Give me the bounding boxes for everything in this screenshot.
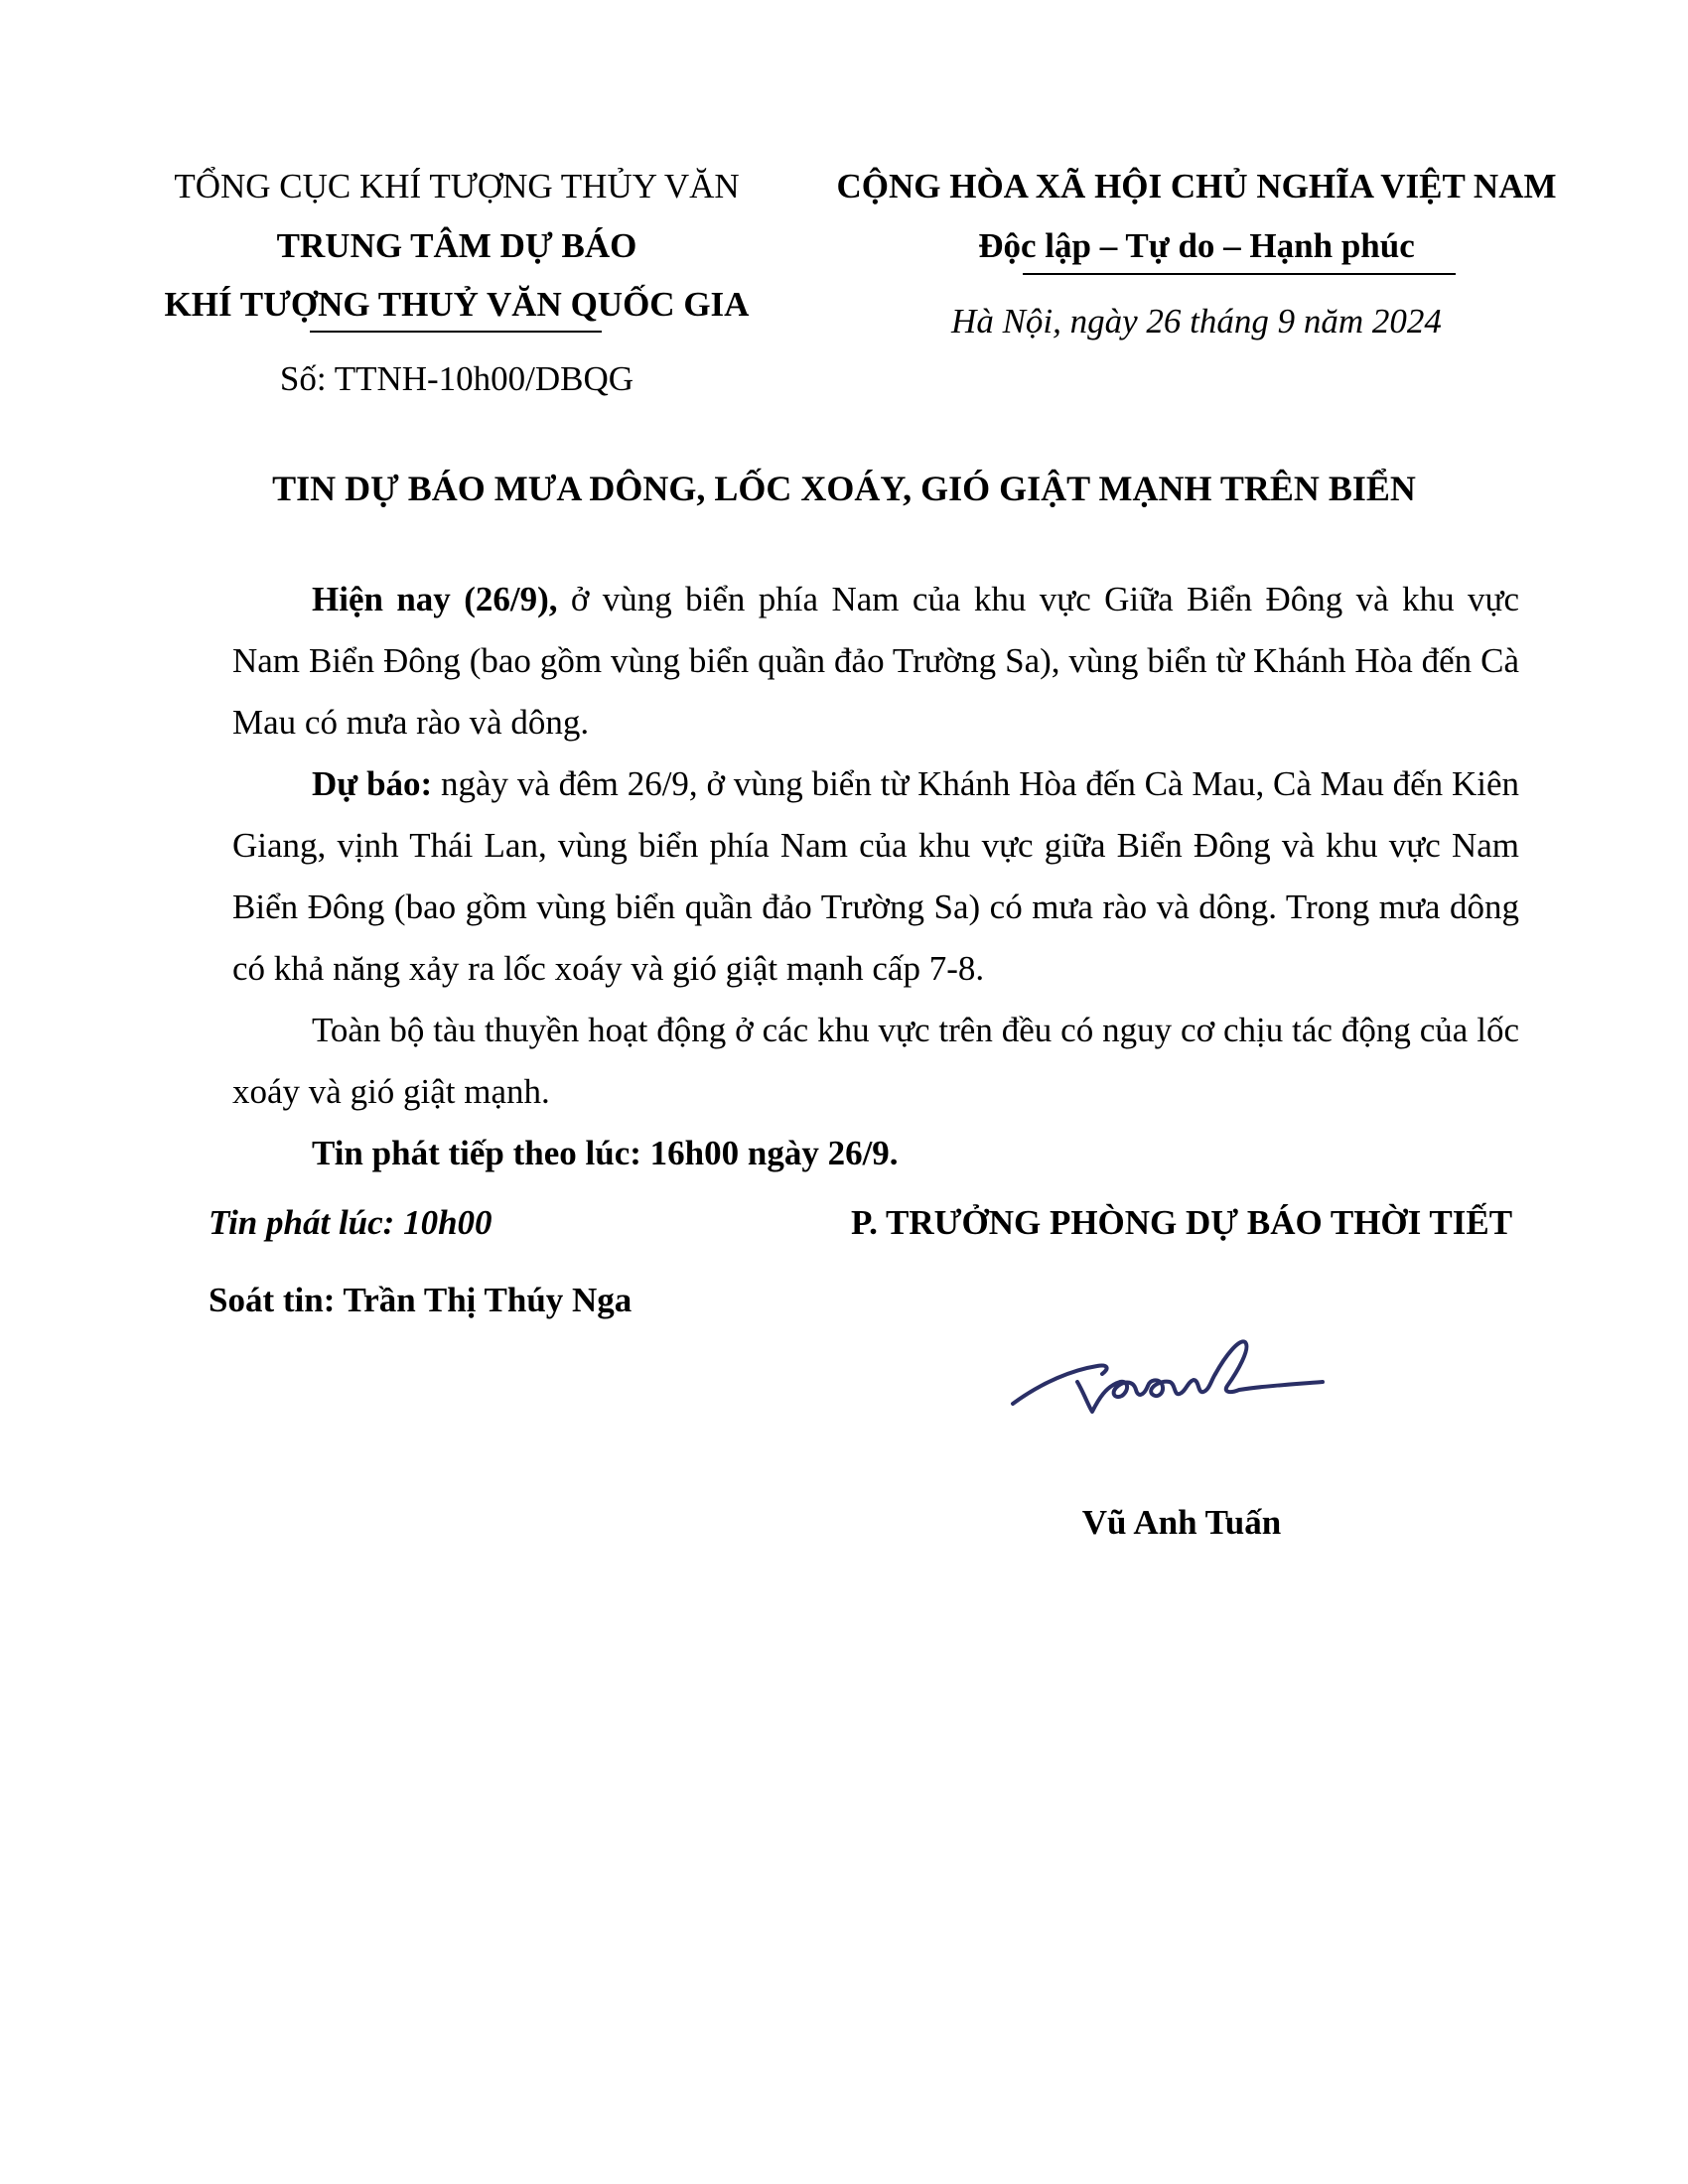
signer-title: P. TRƯỞNG PHÒNG DỰ BÁO THỜI TIẾT — [850, 1203, 1513, 1242]
paragraph-forecast-text: ngày và đêm 26/9, ở vùng biển từ Khánh Hòa đến Cà Mau, Cà Mau đến Kiên Giang, vịnh Thái Lan, vùng biển phía Nam của khu vực giữa Biển Đông và khu vực Nam Biển Đông (bao gồm vùng biển quần đảo Trường Sa) có mưa rào và dông. Trong mưa dông có khả năng xảy ra lốc xoáy và gió giật mạnh cấp 7-8. — [232, 764, 1519, 988]
bulletin-title: TIN DỰ BÁO MƯA DÔNG, LỐC XOÁY, GIÓ GIẬT MẠNH TRÊN BIỂN — [272, 469, 1416, 508]
paragraph-forecast — [232, 753, 1519, 1000]
paragraph-forecast-lead: Dự báo: — [312, 764, 433, 803]
national-motto: Độc lập – Tự do – Hạnh phúc — [978, 226, 1415, 265]
paragraph-current — [232, 569, 1519, 753]
paragraph-next-bulletin: Tin phát tiếp theo lúc: 16h00 ngày 26/9. — [312, 1134, 899, 1172]
place-and-date: Hà Nội, ngày 26 tháng 9 năm 2024 — [951, 302, 1442, 341]
paragraph-current-text: ở vùng biển phía Nam của khu vực Giữa Biển Đông và khu vực Nam Biển Đông (bao gồm vùng biển quần đảo Trường Sa), vùng biển từ Khánh Hòa đến Cà Mau có mưa rào và dông. — [232, 580, 1519, 742]
document-number: Số: TTNH-10h00/DBQG — [279, 359, 634, 398]
signer-name: Vũ Anh Tuấn — [1081, 1503, 1282, 1542]
agency-name: TỔNG CỤC KHÍ TƯỢNG THỦY VĂN — [174, 167, 740, 205]
handwritten-signature — [1003, 1320, 1331, 1430]
country-name: CỘNG HÒA XÃ HỘI CHỦ NGHĨA VIỆT NAM — [836, 167, 1557, 205]
paragraph-current-lead: Hiện nay (26/9), — [312, 580, 558, 618]
center-name-line1: TRUNG TÂM DỰ BÁO — [276, 226, 637, 265]
checked-by: Soát tin: Trần Thị Thúy Nga — [209, 1281, 633, 1319]
issued-time: Tin phát lúc: 10h00 — [209, 1203, 492, 1242]
center-name-line2: KHÍ TƯỢNG THUỶ VĂN QUỐC GIA — [164, 285, 750, 324]
right-header-rule — [1023, 273, 1456, 275]
left-header-rule — [310, 331, 602, 333]
bulletin-body — [232, 569, 1519, 1184]
paragraph-warning: Toàn bộ tàu thuyền hoạt động ở các khu vực trên đều có nguy cơ chịu tác động của lốc xoáy và gió giật mạnh. — [232, 1011, 1519, 1111]
